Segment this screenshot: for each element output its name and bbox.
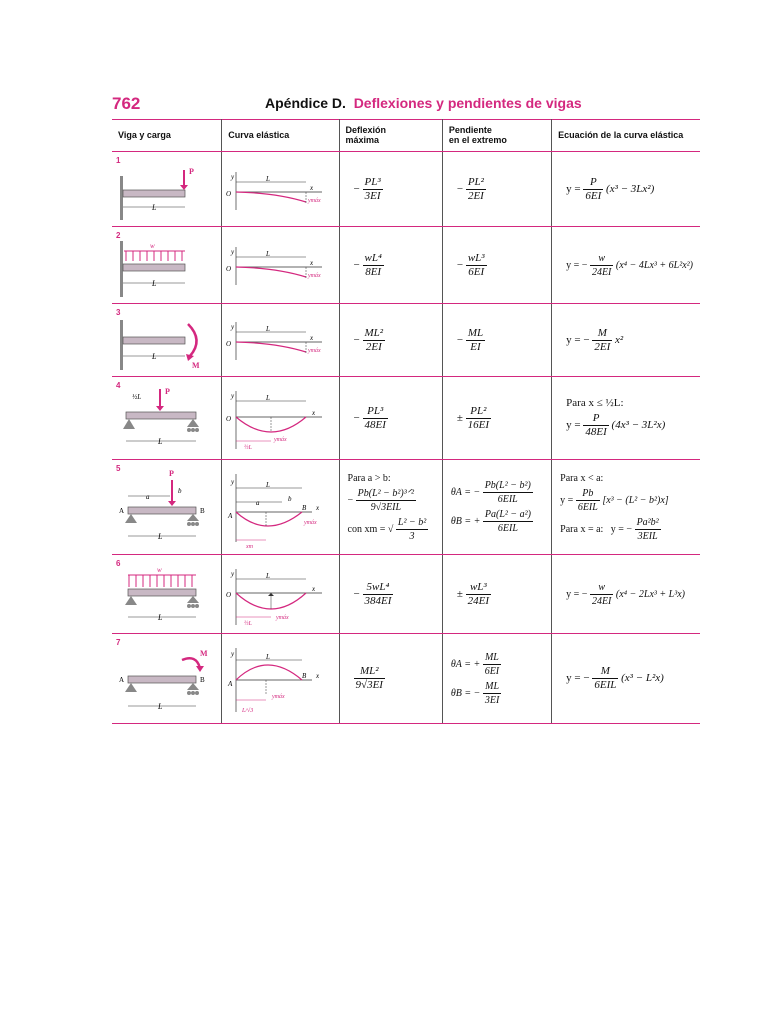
elastic-curve-cell (222, 555, 339, 634)
curve-label: x (316, 672, 320, 680)
curve-label: ymáx (308, 273, 321, 279)
max-deflection-cell: − $\frac{\text{PL³}}{3EI}$ (339, 152, 442, 227)
diagram-label: L (158, 702, 163, 711)
beam-deflection-table (112, 119, 700, 724)
curve-label: y (231, 392, 235, 400)
column-header: Deflexión máxima (339, 119, 442, 152)
column-header: Pendiente en el extremo (442, 119, 551, 152)
elastic-curve-cell (222, 152, 339, 227)
curve-label: L (266, 175, 271, 183)
simple-beam-end-moment-diagram (112, 634, 212, 723)
simple-beam-center-load-diagram (112, 377, 212, 459)
elastic-curve-cell (222, 460, 339, 555)
column-header: Viga y carga (112, 119, 222, 152)
case-number: 5 (116, 464, 121, 473)
elastic-curve-cell (222, 227, 339, 304)
appendix-label: Apéndice D. (265, 95, 346, 111)
curve-label: y (231, 173, 235, 181)
diagram-label: L (152, 352, 157, 361)
case-number: 6 (116, 559, 121, 568)
diagram-label: b (178, 487, 182, 495)
curve-label: x (312, 409, 316, 417)
appendix-title: Deflexiones y pendientes de vigas (353, 95, 582, 111)
simple-beam-offset-load-diagram (112, 460, 212, 554)
curve-label: ymáx (304, 520, 317, 526)
beam-diagram-cell (112, 304, 222, 377)
diagram-label: M (200, 649, 208, 658)
curve-label: xm (246, 544, 254, 550)
curve-label: A (228, 512, 233, 520)
end-slope-cell: θA = + $\frac{ML}{6EI}$ θB = − $\frac{ML}{3EI}$ (442, 634, 551, 724)
table-row (112, 460, 700, 555)
curve-label: L (266, 481, 271, 489)
max-deflection-cell: Para a > b: − $\frac{\text{Pb(L² − b²)³ᐟ²}}{\text{9√3EIL}}$ con xm = √ $\frac{\text{L² − b²}}{3}$ (339, 460, 442, 555)
curve-label: ymáx (272, 694, 285, 700)
case-number: 1 (116, 156, 121, 165)
diagram-label: A (119, 676, 125, 684)
beam-diagram-cell (112, 152, 222, 227)
equation-cell: Para x ≤ ½L: y = $\frac{P}{48EI}$ (4x³ − 3L²x) (552, 377, 700, 460)
diagram-label: P (189, 167, 194, 176)
table-row (112, 634, 700, 724)
simple-beam-distributed-load-diagram (112, 555, 212, 633)
cantilever-point-load-diagram (112, 152, 212, 226)
curve-label: L (266, 250, 271, 258)
diagram-label: M (192, 361, 200, 370)
elastic-curve-diagram (222, 460, 329, 554)
end-slope-cell: − $\frac{\text{wL³}}{6EI}$ (442, 227, 551, 304)
elastic-curve-diagram (222, 555, 329, 633)
diagram-label: ½L (132, 393, 142, 401)
curve-label: L (266, 572, 271, 580)
diagram-label: P (165, 387, 170, 396)
diagram-label: L (152, 203, 157, 212)
curve-label: O (226, 340, 232, 348)
table-row (112, 555, 700, 634)
diagram-label: L (152, 279, 157, 288)
curve-label: x (310, 334, 314, 342)
curve-label: O (226, 591, 232, 599)
elastic-curve-diagram (222, 634, 329, 723)
curve-label: O (226, 415, 232, 423)
equation-cell: Para x < a: y = $\frac{Pb}{\text{6EIL}}$ [x³ − (L² − b²)x] Para x = a: y = − $\frac{\text{Pa²b²}}{\text{3EIL}}$ (552, 460, 700, 555)
equation-cell: y = − $\frac{M}{\text{6EIL}}$ (x³ − L²x) (552, 634, 700, 724)
elastic-curve-diagram (222, 152, 329, 226)
curve-label: L/√3 (242, 708, 254, 714)
diagram-label: B (200, 676, 205, 684)
curve-label: y (231, 323, 235, 331)
diagram-label: P (169, 469, 174, 478)
elastic-curve-cell (222, 634, 339, 724)
case-number: 3 (116, 308, 121, 317)
curve-label: L (266, 325, 271, 333)
curve-label: y (231, 570, 235, 578)
diagram-label: w (150, 242, 155, 250)
curve-label: O (226, 190, 232, 198)
elastic-curve-diagram (222, 227, 329, 303)
curve-label: b (288, 495, 292, 503)
curve-label: ymáx (274, 437, 287, 443)
equation-cell: y = − $\frac{w}{24EI}$ (x⁴ − 4Lx³ + 6L²x²) (552, 227, 700, 304)
elastic-curve-diagram (222, 377, 329, 459)
equation-cell: y = $\frac{P}{6EI}$ (x³ − 3Lx²) (552, 152, 700, 227)
diagram-label: a (146, 493, 150, 501)
curve-label: B (302, 504, 307, 512)
max-deflection-cell: − $\frac{\text{5wL⁴}}{384EI}$ (339, 555, 442, 634)
table-row (112, 377, 700, 460)
equation-cell: y = − $\frac{M}{2EI}$ x² (552, 304, 700, 377)
case-number: 2 (116, 231, 121, 240)
column-header: Ecuación de la curva elástica (552, 119, 700, 152)
beam-diagram-cell (112, 555, 222, 634)
table-row (112, 304, 700, 377)
curve-label: y (231, 650, 235, 658)
diagram-label: A (119, 507, 125, 515)
equation-cell: y = − $\frac{w}{24EI}$ (x⁴ − 2Lx³ + L³x) (552, 555, 700, 634)
beam-diagram-cell (112, 227, 222, 304)
max-deflection-cell: − $\frac{\text{PL³}}{48EI}$ (339, 377, 442, 460)
page-number: 762 (112, 94, 141, 113)
curve-label: ymáx (308, 198, 321, 204)
cantilever-moment-diagram (112, 304, 212, 376)
diagram-label: L (158, 613, 163, 622)
curve-label: x (310, 184, 314, 192)
end-slope-cell: θA = − $\frac{\text{Pb(L² − b²)}}{\text{6EIL}}$ θB = + $\frac{\text{Pa(L² − a²)}}{\text{6EIL}}$ (442, 460, 551, 555)
case-number: 7 (116, 638, 121, 647)
end-slope-cell: − $\frac{\text{PL²}}{2EI}$ (442, 152, 551, 227)
curve-label: y (231, 478, 235, 486)
curve-label: ymáx (276, 615, 289, 621)
cantilever-distributed-load-diagram (112, 227, 212, 303)
diagram-label: B (200, 507, 205, 515)
diagram-label: L (158, 437, 163, 446)
beam-diagram-cell (112, 634, 222, 724)
beam-diagram-cell (112, 460, 222, 555)
diagram-label: w (157, 566, 162, 574)
curve-label: a (256, 499, 260, 507)
curve-label: ½L (244, 621, 253, 627)
end-slope-cell: − $\frac{ML}{EI}$ (442, 304, 551, 377)
curve-label: x (312, 585, 316, 593)
max-deflection-cell: − $\frac{\text{ML²}}{2EI}$ (339, 304, 442, 377)
diagram-label: L (158, 532, 163, 541)
end-slope-cell: ± $\frac{\text{wL³}}{24EI}$ (442, 555, 551, 634)
elastic-curve-cell (222, 304, 339, 377)
case-number: 4 (116, 381, 121, 390)
curve-label: ymáx (308, 348, 321, 354)
curve-label: y (231, 248, 235, 256)
appendix-heading (265, 95, 582, 111)
column-header: Curva elástica (222, 119, 339, 152)
beam-diagram-cell (112, 377, 222, 460)
max-deflection-cell: $\frac{\text{ML²}}{9√3EI}$ (339, 634, 442, 724)
curve-label: L (266, 394, 271, 402)
table-row (112, 227, 700, 304)
curve-label: ½L (244, 445, 253, 451)
end-slope-cell: ± $\frac{\text{PL²}}{16EI}$ (442, 377, 551, 460)
elastic-curve-diagram (222, 304, 329, 376)
max-deflection-cell: − $\frac{\text{wL⁴}}{8EI}$ (339, 227, 442, 304)
elastic-curve-cell (222, 377, 339, 460)
curve-label: O (226, 265, 232, 273)
table-header-row (112, 119, 700, 152)
curve-label: x (310, 259, 314, 267)
curve-label: A (228, 680, 233, 688)
curve-label: B (302, 672, 307, 680)
curve-label: L (266, 653, 271, 661)
table-row (112, 152, 700, 227)
curve-label: x (316, 504, 320, 512)
